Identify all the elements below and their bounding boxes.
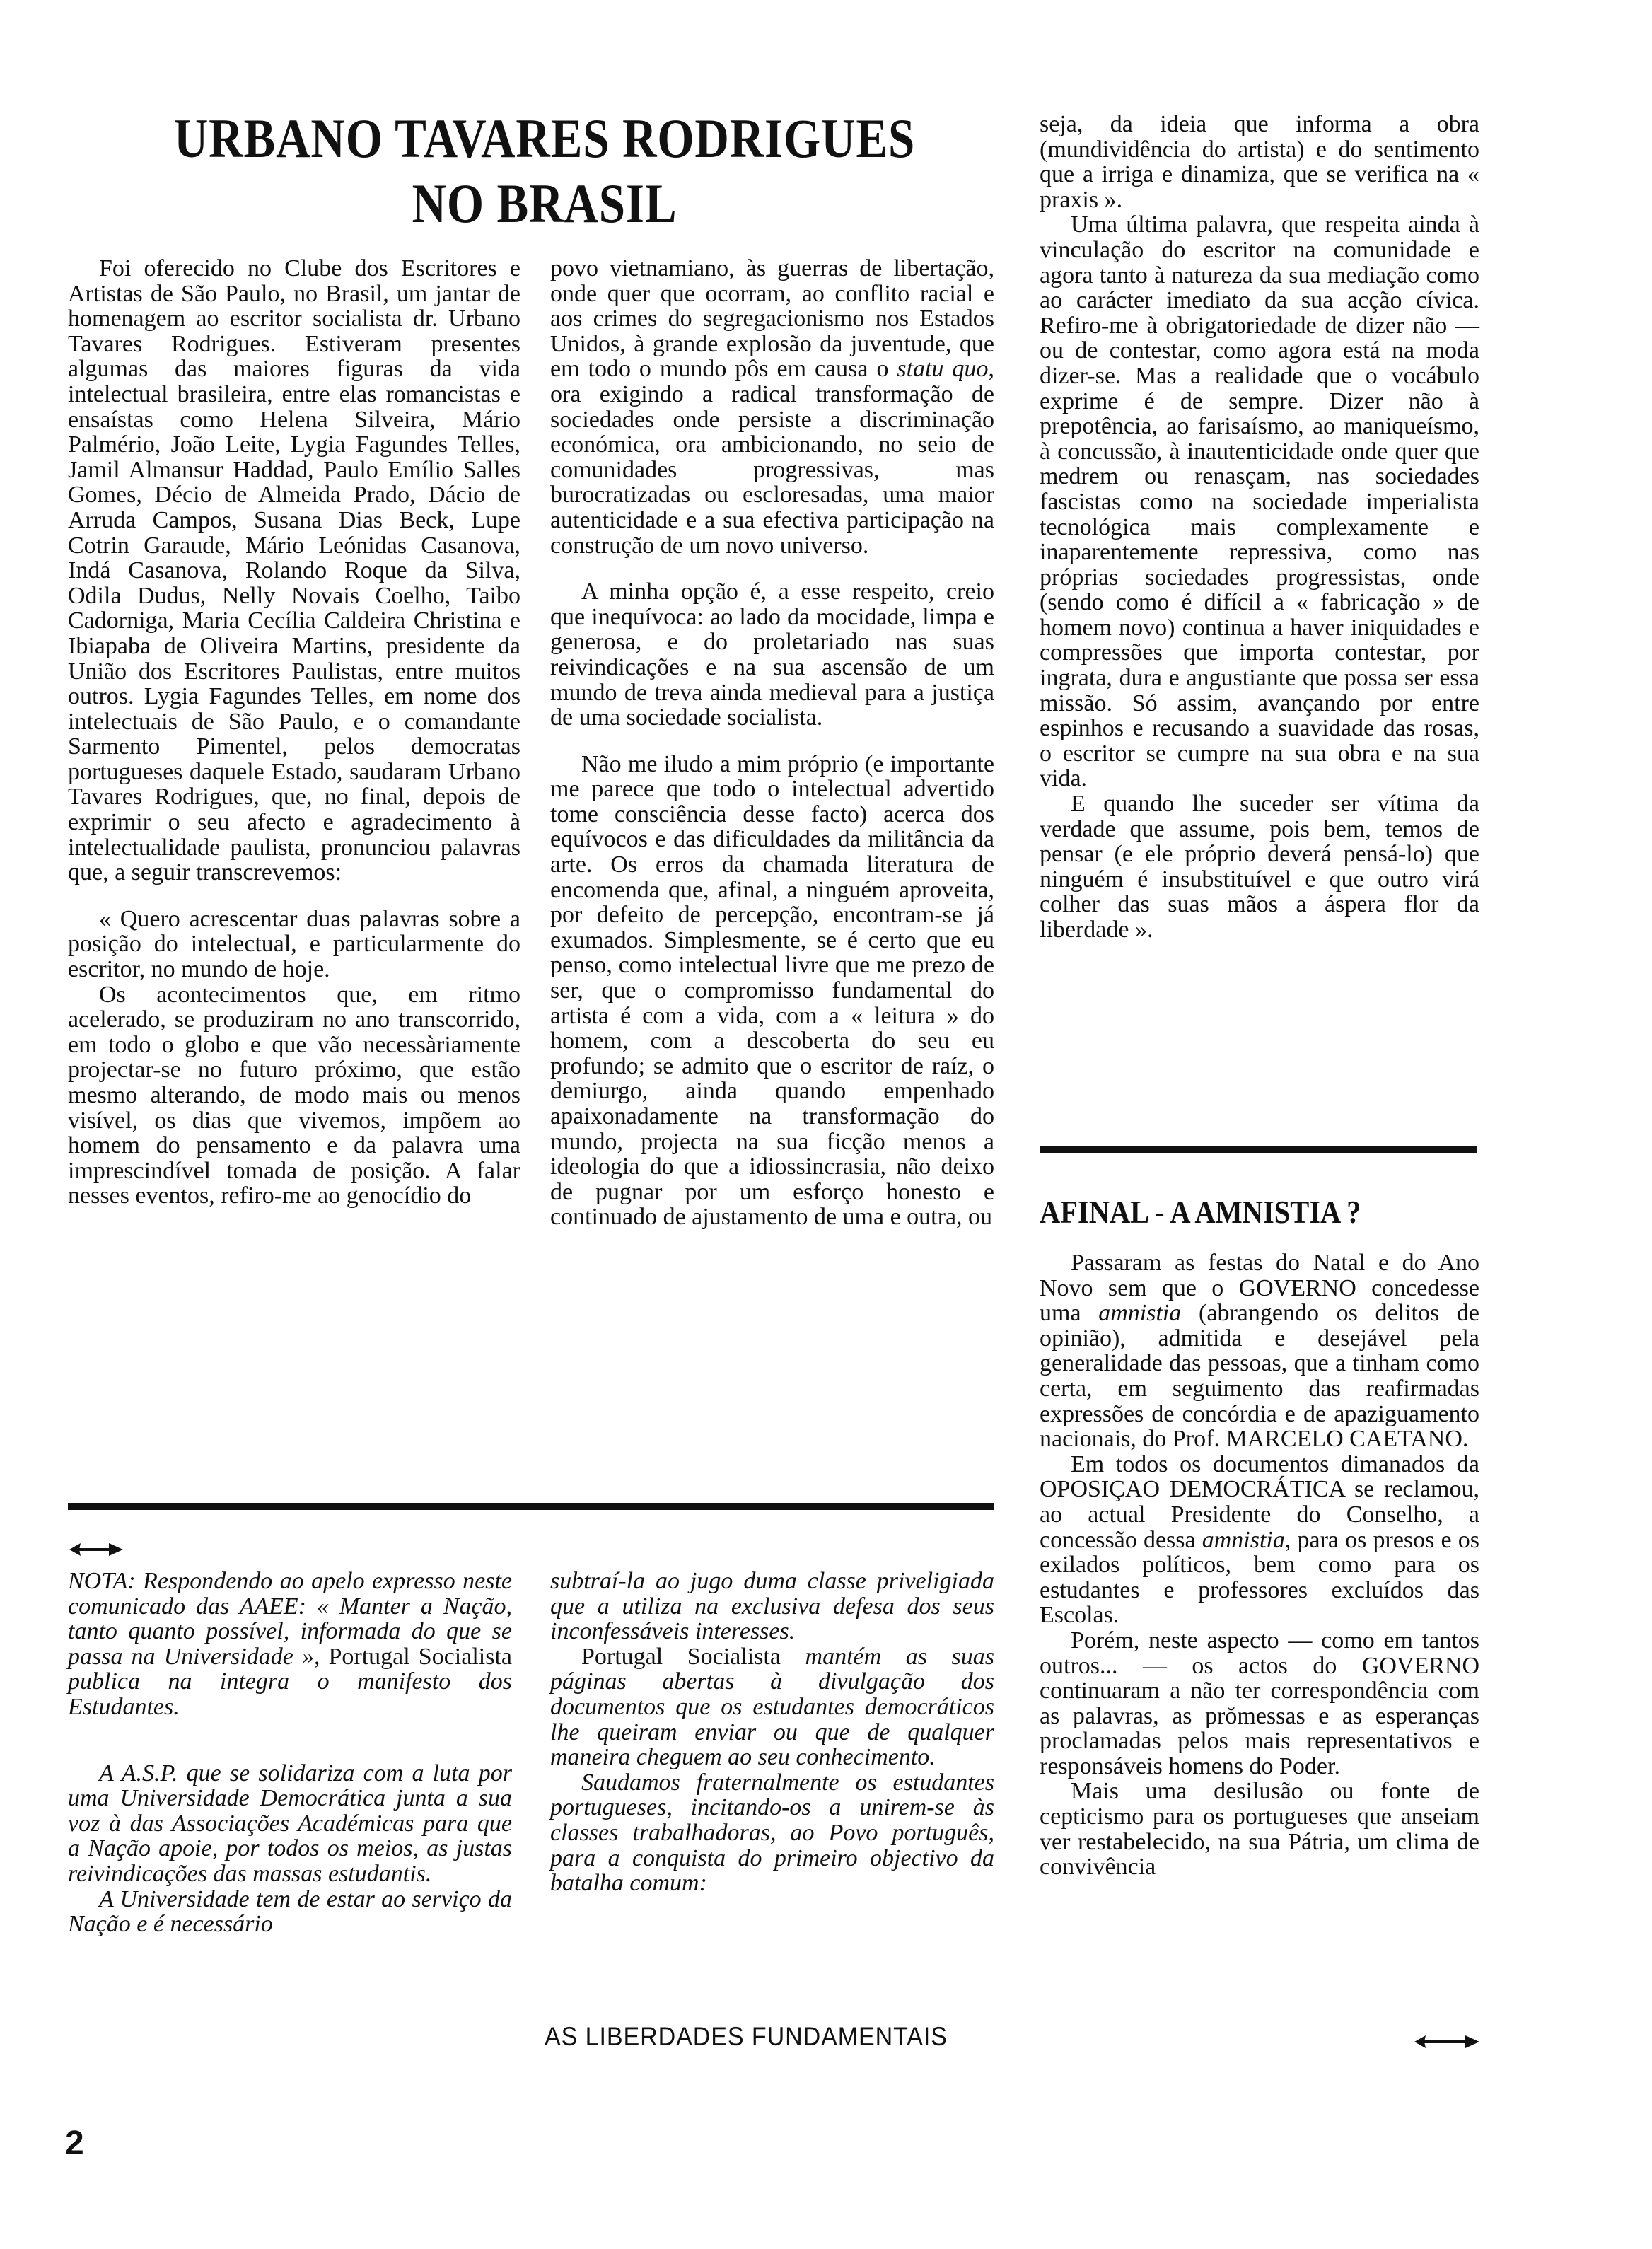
article-paragraph: E quando lhe suceder ser vítima da verdade que assume, pois bem, temos de pensar (e ele próprio deverá pensá-lo) que ninguém é insubstituível e que outro virá colher das suas mãos a áspera flor da liberdade ». xyxy=(1040,791,1479,943)
arrow-right-icon xyxy=(68,1540,124,1559)
closing-slogan: AS LIBERDADES FUNDAMENTAIS xyxy=(545,2022,948,2051)
text-run: povo vietnamiano, às guerras de libertação, onde quer que ocorram, ao conflito racial e aos crimes do segregacionismo nos Estados Unidos, à grande explosão da juventude, que em todo o mundo pôs em causa o xyxy=(550,255,994,383)
note-paragraph: Saudamos fraternalmente os estudantes portugueses, incitando-os a unirem-se às classes trabalhadoras, ao Povo português, para a conquista do primeiro objectivo da batalha comum: xyxy=(550,1769,994,1897)
amnesty-column xyxy=(1040,1250,1479,1880)
article-column-3 xyxy=(1040,112,1479,943)
article-paragraph: seja, da ideia que informa a obra (mundividência do artista) e do sentimento que a irriga e dinamiza, que se verifica na « praxis ». xyxy=(1040,111,1479,213)
text-run: NOTA: Respondendo ao apelo expresso neste comunicado das AAEE: « Manter a Nação, tanto quanto possível, informada do que se passa na Universidade », xyxy=(68,1568,512,1670)
text-run: (abrangendo os delitos de opinião), admitida e desejável pela generalidade das pessoas, que a tinham como certa, em seguimento das reafirmadas expressões de concórdia e de apaziguamento nacionais, do Prof. MARCELO CAETANO. xyxy=(1040,1300,1479,1453)
section-divider-left xyxy=(68,1503,994,1510)
note-paragraph: A Universidade tem de estar ao serviço da Nação e é necessário xyxy=(68,1885,512,1938)
text-run-italic: amnistia xyxy=(1098,1300,1182,1327)
amnesty-paragraph xyxy=(1040,1250,1479,1452)
text-run: mantém as suas páginas abertas à divulgação dos documentos que os estudantes democráticos lhe queiram enviar ou que de qualquer maneira cheguem ao seu conhecimento. xyxy=(550,1643,994,1771)
article-paragraph: A minha opção é, a esse respeito, creio que inequívoca: ao lado da mocidade, limpa e generosa, e do proletariado nas suas reivindicações e na sua ascensão de um mundo de treva ainda medieval para a justiça de uma sociedade socialista. xyxy=(550,579,994,731)
article-paragraph: « Quero acrescentar duas palavras sobre a posição do intelectual, e particularmente do escritor, no mundo de hoje. xyxy=(68,905,520,983)
note-paragraph xyxy=(68,1569,512,1720)
page-number: 2 xyxy=(65,2125,84,2162)
text-run: Passaram as festas do Natal e do Ano Novo sem que o GOVERNO concedesse uma xyxy=(1040,1250,1479,1327)
amnesty-title: AFINAL - A AMNISTIA ? xyxy=(1040,1194,1361,1230)
note-paragraph xyxy=(550,1644,994,1770)
amnesty-paragraph: Mais uma desilusão ou fonte de cepticismo para os portugueses que anseiam ver restabelecido, na sua Pátria, um clima de convivência xyxy=(1040,1778,1479,1881)
note-paragraph: A A.S.P. que se solidariza com a luta por uma Universidade Democrática junta a sua voz à das Associações Académicas para que a Nação apoie, por todos os meios, as justas reivindicações das massas estudantis. xyxy=(68,1760,512,1887)
article-title-line-2: NO BRASIL xyxy=(412,173,677,234)
section-divider-right xyxy=(1040,1146,1477,1153)
article-paragraph: Foi oferecido no Clube dos Escritores e Artistas de São Paulo, no Brasil, um jantar de homenagem ao escritor socialista dr. Urbano Tavares Rodrigues. Estiveram presentes algumas das maiores figuras da vida intelectual brasileira, entre elas romancistas e ensaístas como Helena Silveira, Mário Palmério, João Leite, Lygia Fagundes Telles, Jamil Almansur Haddad, Paulo Emílio Salles Gomes, Décio de Almeida Prado, Dácio de Arruda Campos, Susana Dias Beck, Lupe Cotrin Garaude, Mário Leónidas Casanova, Indá Casanova, Rolando Roque da Silva, Odila Dudus, Nelly Novais Coelho, Taibo Cadorniga, Maria Cecília Caldeira Christina e Ibiapaba de Oliveira Martins, presidente da União dos Escritores Paulistas, entre muitos outros. Lygia Fagundes Telles, em nome dos intelectuais de São Paulo, e o comandante Sarmento Pimentel, pelos democratas portugueses daquele Estado, saudaram Urbano Tavares Rodrigues, que, no final, depois de exprimir o seu afecto e agradecimento à intelectualidade paulista, pronunciou palavras que, a seguir transcrevemos: xyxy=(68,255,520,886)
note-paragraph: subtraí-la ao jugo duma classe priveligiada que a utiliza na exclusiva defesa dos seus inconfessáveis interesses. xyxy=(550,1568,994,1645)
article-column-2 xyxy=(550,256,994,1230)
text-run-italic: statu quo xyxy=(897,356,989,383)
article-title-line-1: URBANO TAVARES RODRIGUES xyxy=(173,107,916,169)
note-column-2 xyxy=(550,1569,994,1896)
text-run: , ora exigindo a radical transformação de sociedades onde persiste a discriminação económica, ora ambicionando, no seio de comunidades progressivas, mas burocratizadas ou escloresadas, uma maior autenticidade e a sua efectiva participação na construção de um novo universo. xyxy=(550,356,995,559)
article-column-1 xyxy=(68,256,520,1209)
article-paragraph: Os acontecimentos que, em ritmo acelerado, se produziram no ano transcorrido, em todo o globo e que vão necessàriamente projectar-se no futuro próximo, que estão mesmo alterando, de modo mais ou menos visível, os dias que vivemos, impõem ao homem do pensamento e da palavra uma imprescindível tomada de posição. A falar nesses eventos, refiro-me ao genocídio do xyxy=(68,981,520,1209)
text-run-italic: amnistia xyxy=(1202,1526,1285,1553)
article-title xyxy=(168,106,921,236)
article-paragraph xyxy=(550,256,994,558)
note-column-1 xyxy=(68,1569,512,1937)
text-run: Em todos os documentos dimanados da OPOSIÇAO DEMOCRÁTICA se reclamou, ao actual Presidente do Conselho, a concessão dessa xyxy=(1040,1451,1479,1553)
text-run-upright: Portugal Socialista xyxy=(581,1643,781,1670)
amnesty-paragraph xyxy=(1040,1452,1479,1628)
text-run: , para os presos e os exilados políticos, bem como para os estudantes e professores excluídos das Escolas. xyxy=(1040,1526,1479,1629)
arrow-right-icon xyxy=(1413,2033,1481,2051)
text-run: publica na integra o manifesto dos Estudantes. xyxy=(68,1668,512,1720)
article-paragraph: Não me iludo a mim próprio (e importante me parece que todo o intelectual advertido tome consciência desse facto) acerca dos equívocos e das dificuldades da militância da arte. Os erros da chamada literatura de encomenda que, afinal, a ninguém aproveita, por defeito de percepção, encontram-se já exumados. Simplesmente, se é certo que eu penso, como intelectual livre que me prezo de ser, que o compromisso fundamental do artista é com a vida, com a « leitura » do homem, com a descoberta do seu eu profundo; se admito que o escritor de raíz, o demiurgo, ainda quando empenhado apaixonadamente na transformação do mundo, projecta na sua ficção menos a ideologia do que a idiossincrasia, não deixo de pugnar por um esforço honesto e continuado de ajustamento de uma e outra, ou xyxy=(550,750,994,1231)
amnesty-paragraph: Porém, neste aspecto — como em tantos outros... — os actos do GOVERNO continuaram a não ter correspondência com as palavras, as prŏmessas e as esperanças proclamadas pelos mais representativos e responsáveis homens do Poder. xyxy=(1040,1627,1479,1779)
text-run-upright: Portugal Socialista xyxy=(328,1643,512,1670)
article-paragraph: Uma última palavra, que respeita ainda à vinculação do escritor na comunidade e agora tanto à natureza da sua mediação como ao carácter imediato da sua acção cívica. Refiro-me à obrigatoriedade de dizer não — ou de contestar, como agora está na moda dizer-se. Mas a realidade que o vocábulo exprime é de sempre. Dizer não à prepotência, ao farisaísmo, ao maniqueísmo, à concussão, à inautenticidade onde quer que medrem ou renasçam, nas sociedades fascistas como na sociedade imperialista tecnológica mais complexamente e inaparentemente repressiva, como nas próprias sociedades progressistas, onde (sendo como é difícil a « fabricação » de homem novo) continua a haver iniquidades e compressões que importa contestar, por ingrata, dura e angustiante que possa ser essa missão. Só assim, avançando por entre espinhos e recusando a suavidade das rosas, o escritor se cumpre na sua obra e na sua vida. xyxy=(1040,211,1479,792)
